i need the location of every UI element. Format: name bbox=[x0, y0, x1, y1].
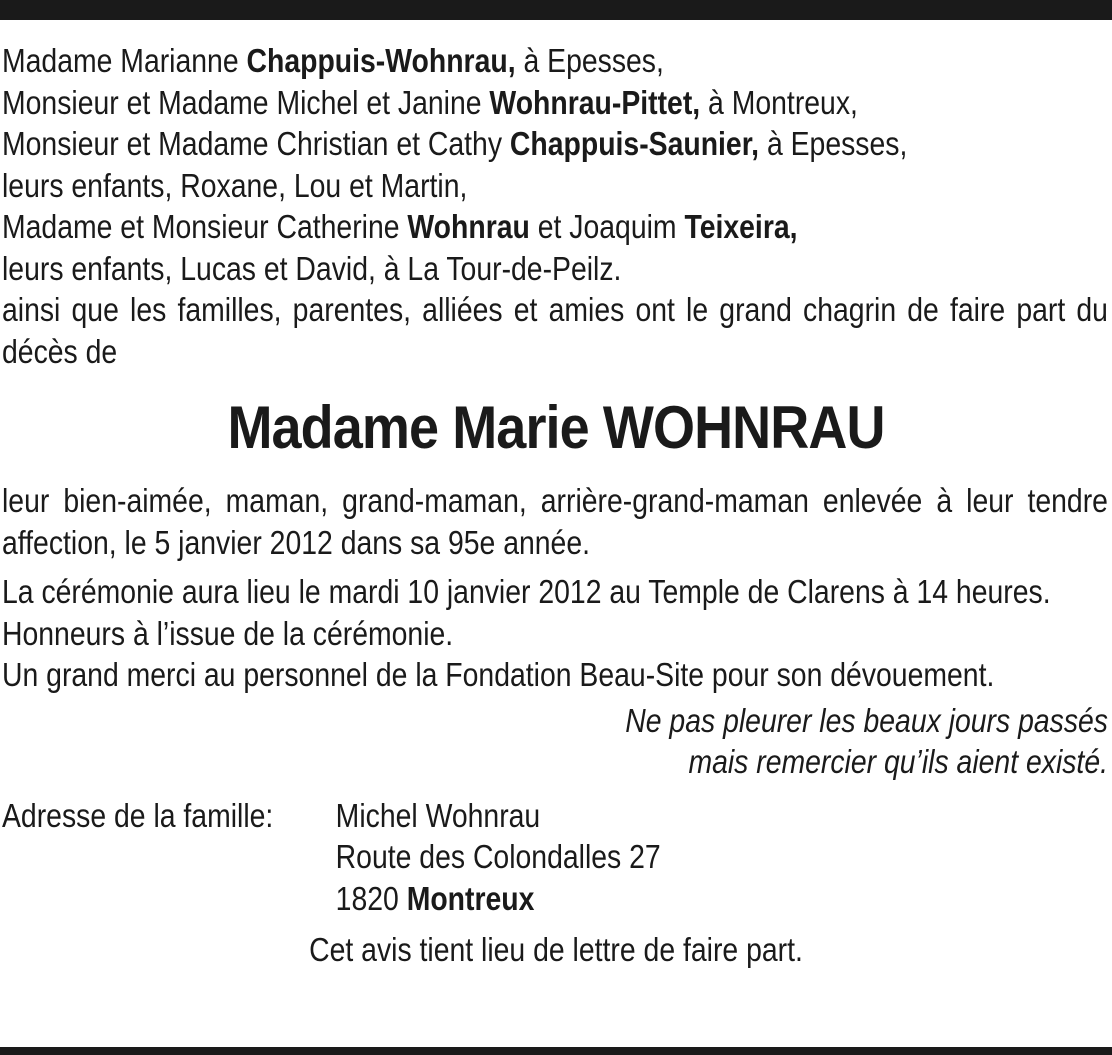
tribute-text: leur bien-aimée, maman, grand-maman, arrière-grand-maman enlevée à leur tendre affection, le 5 janvier 2012 dans sa 95e année. bbox=[2, 482, 1108, 561]
family-text: leurs enfants, Lucas et David, à La Tour-de-Peilz. bbox=[2, 249, 622, 287]
family-place: à Epesses, bbox=[515, 42, 664, 79]
family-place: à Montreux, bbox=[700, 83, 858, 121]
family-surname: Teixeira, bbox=[684, 208, 798, 245]
address-city: Montreux bbox=[406, 879, 535, 917]
family-line bbox=[2, 165, 1108, 207]
family-text: Monsieur et Madame Michel et Janine bbox=[2, 83, 490, 121]
family-text: Madame et Monsieur Catherine bbox=[2, 208, 408, 245]
family-surname: Wohnrau bbox=[407, 208, 530, 245]
bottom-rule bbox=[0, 1047, 1112, 1055]
family-text: et Joaquim bbox=[529, 208, 685, 245]
address-postcode: 1820 bbox=[335, 879, 407, 917]
family-line bbox=[2, 248, 1108, 290]
family-text: Monsieur et Madame Christian et Cathy bbox=[2, 125, 510, 162]
family-list bbox=[2, 40, 1108, 372]
thanks-text: Un grand merci au personnel de la Fondation Beau-Site pour son dévouement. bbox=[2, 656, 995, 693]
family-line bbox=[2, 206, 1108, 248]
family-text: leurs enfants, Roxane, Lou et Martin, bbox=[2, 166, 468, 204]
family-line bbox=[2, 82, 1108, 124]
family-address bbox=[2, 795, 1108, 920]
obituary-notice bbox=[2, 40, 1108, 969]
honours-text: Honneurs à l’issue de la cérémonie. bbox=[2, 614, 454, 652]
family-surname: Chappuis-Saunier, bbox=[509, 125, 760, 162]
ceremony-text: La cérémonie aura lieu le mardi 10 janvier 2012 au Temple de Clarens à 14 heures. bbox=[2, 573, 1051, 610]
top-rule bbox=[0, 0, 1112, 20]
family-line bbox=[2, 40, 1108, 82]
address-name: Michel Wohnrau bbox=[335, 796, 541, 834]
intro-text: ainsi que les familles, parentes, alliées et amies ont le grand chagrin de faire part du décès de bbox=[2, 291, 1108, 370]
family-line bbox=[2, 123, 1108, 165]
address-label: Adresse de la famille: bbox=[2, 796, 274, 834]
family-surname: Wohnrau-Pittet, bbox=[489, 83, 701, 121]
poem-line: Ne pas pleurer les beaux jours passés bbox=[625, 701, 1108, 739]
family-surname: Chappuis-Wohnrau, bbox=[246, 42, 516, 79]
family-text: Madame Marianne bbox=[2, 42, 247, 79]
address-street: Route des Colondalles 27 bbox=[335, 838, 661, 875]
deceased-name: Madame Marie WOHNRAU bbox=[227, 394, 885, 461]
poem bbox=[2, 700, 1108, 783]
poem-line: mais remercier qu’ils aient existé. bbox=[688, 743, 1108, 780]
closing-note: Cet avis tient lieu de lettre de faire part. bbox=[309, 931, 803, 968]
family-place: à Epesses, bbox=[759, 125, 908, 162]
